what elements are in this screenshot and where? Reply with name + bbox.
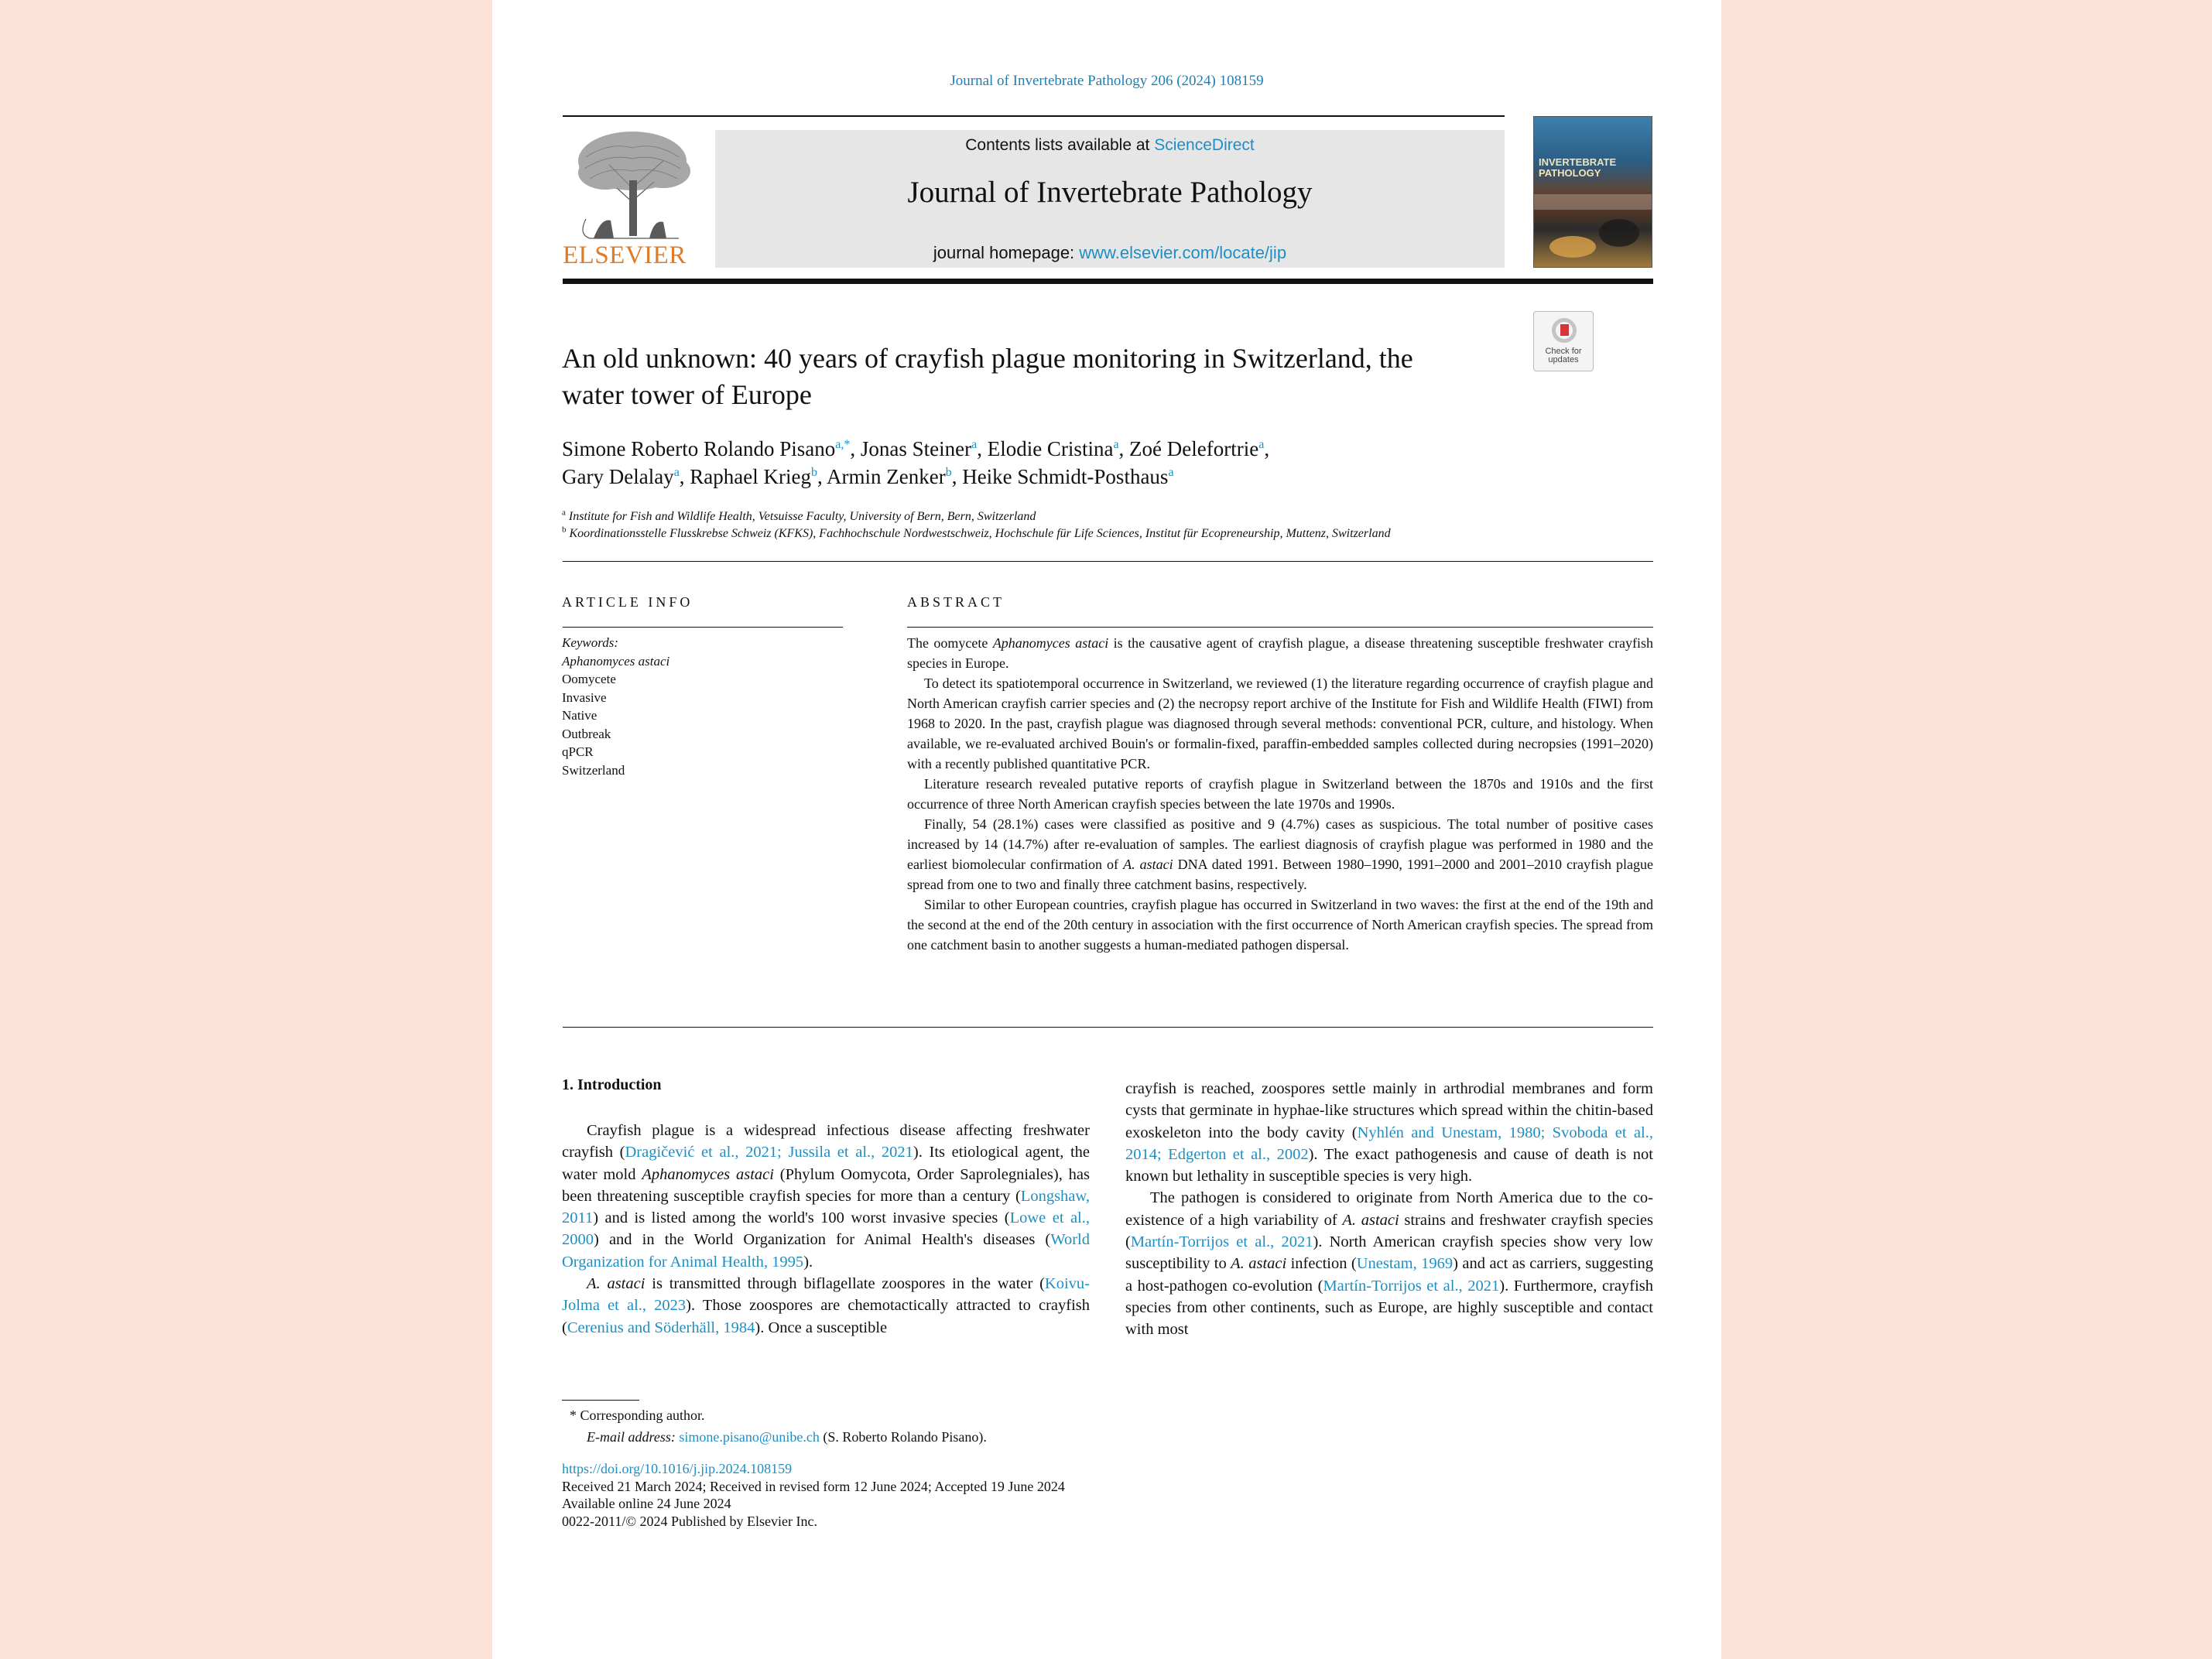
body-column-right [1125,1078,1653,1341]
keyword-item: Native [562,708,598,723]
cover-title-text: INVERTEBRATE PATHOLOGY [1539,156,1617,179]
abstract-paragraph: Literature research revealed putative reports of crayfish plague in Switzerland between the 1870s and 1910s and the first occurrence of three North American crayfish species between the late 1970s and 1990s. [907,776,1653,812]
author-affil-sup[interactable]: a [971,438,978,451]
abstract-rule [907,627,1653,628]
journal-masthead [715,130,1505,268]
body-column-left [562,1120,1090,1339]
article-info-rule [563,627,843,628]
author-affil-sup[interactable]: a [1258,438,1265,451]
author-list [562,435,1568,491]
author-line-1: Simone Roberto Rolando Pisano$^{a,*}$, Jonas Steiner$^a$, Elodie Cristina$^a$, Zoé Delefortrie$^a$, [562,437,1270,460]
cover-artwork-icon [1534,117,1652,268]
footnotes [562,1404,1258,1448]
keyword-item: Aphanomyces astaci [562,653,670,669]
article-page [492,0,1721,1659]
author-affil-sup[interactable]: a [1113,438,1119,451]
header-top-rule [563,115,1505,117]
header-thick-rule [563,279,1653,284]
body-paragraph: The pathogen is considered to originate from North America due to the co-existence of a high variability of A. astaci strains and freshwater crayfish species (Martín-Torrijos et al., 2021). North American crayfish species show very low susceptibility to A. astaci infection (Unestam, 1969) and act as carriers, suggesting a host-pathogen co-evolution (Martín-Torrijos et al., 2021). Furthermore, crayfish species from other continents, such as Europe, are highly susceptible and contact with most [1125,1189,1654,1339]
citation-link[interactable]: Lowe et al., 2000 [562,1209,1091,1249]
received-dates: Received 21 March 2024; Received in revised form 12 June 2024; Accepted 19 June 2024 [562,1478,1065,1494]
email-link[interactable]: simone.pisano@unibe.ch [679,1429,820,1445]
author-name[interactable]: Jonas Steiner [860,437,972,460]
affiliation-a: $^a$ Institute for Fish and Wildlife Health, Vetsuisse Faculty, University of Bern, Bern, Switzerland [562,508,1036,523]
footnote-rule [562,1400,639,1401]
email-note: E-mail address: simone.pisano@unibe.ch (S. Roberto Rolando Pisano). [587,1429,987,1445]
abstract-paragraph: Finally, 54 (28.1%) cases were classified as positive and 9 (4.7%) cases as suspicious. The total number of positive cases increased by 14 (14.7%) after re-evaluation of samples. The earliest diagnosis of crayfish plague was performed in 1980 and the earliest biomolecular confirmation of A. astaci DNA dated 1991. Between 1980–1990, 1991–2000 and 2001–2010 crayfish plague spread from one to two and finally three catchment basins, respectively. [907,816,1653,892]
author-name[interactable]: Heike Schmidt-Posthaus [962,465,1169,488]
citation-link[interactable]: Martín-Torrijos et al., 2021 [1130,1233,1313,1251]
citation-link[interactable]: Koivu-Jolma et al., 2023 [562,1275,1090,1315]
author-name[interactable]: Simone Roberto Rolando Pisano [562,437,836,460]
check-for-updates-button[interactable]: Check for updates [1533,311,1594,371]
journal-cover-image[interactable] [1533,116,1652,268]
available-online: Available online 24 June 2024 [562,1496,731,1511]
citation-link[interactable]: Nyhlén and Unestam, 1980; Svoboda et al., 2014; Edgerton et al., 2002 [1125,1124,1653,1163]
keyword-item: Invasive [562,689,607,705]
body-paragraph: A. astaci is transmitted through biflagellate zoospores in the water (Koivu-Jolma et al., 2023). Those zoospores are chemotactically attracted to crayfish (Cerenius and Söderhäll, 1984). Once a susceptible [562,1275,1090,1336]
author-name[interactable]: Zoé Delefortrie [1129,437,1259,460]
citation-link[interactable]: Unestam, 1969 [1356,1255,1454,1273]
author-name[interactable]: Raphael Krieg [690,465,811,488]
author-affil-sup[interactable]: b [810,466,817,479]
author-line-2: Gary Delalay$^a$, Raphael Krieg$^b$, Armin Zenker$^b$, Heike Schmidt-Posthaus$^a$ [562,465,1174,488]
keywords-list [562,634,825,779]
abstract-body [907,633,1653,955]
introduction-heading: 1. Introduction [562,1076,662,1093]
citation-link[interactable]: World Organization for Animal Health, 1995 [562,1231,1090,1271]
citation-link[interactable]: Cerenius and Söderhäll, 1984 [567,1319,755,1336]
elsevier-tree-icon [563,126,702,242]
abstract-paragraph: The oomycete Aphanomyces astaci is the causative agent of crayfish plague, a disease threatening susceptible freshwater crayfish species in Europe. [907,635,1653,671]
body-paragraph: Crayfish plague is a widespread infectious disease affecting freshwater crayfish (Dragičević et al., 2021; Jussila et al., 2021). Its etiological agent, the water mold Aphanomyces astaci (Phylum Oomycota, Order Saprolegniales), has been threatening susceptible crayfish species for more than a century (Longshaw, 2011) and is listed among the world's 100 worst invasive species (Lowe et al., 2000) and in the World Organization for Animal Health's diseases (World Organization for Animal Health, 1995). [562,1122,1091,1271]
affiliation-rule [563,561,1653,562]
journal-reference-link[interactable]: Journal of Invertebrate Pathology 206 (2024) 108159 [950,73,1264,89]
author-affil-sup[interactable]: b [945,466,952,479]
journal-homepage-line: journal homepage: www.elsevier.com/locate/jip [933,243,1287,262]
elsevier-wordmark: ELSEVIER [563,241,687,269]
check-updates-icon [1552,318,1577,343]
keyword-item: Switzerland [562,762,625,778]
author-name[interactable]: Gary Delalay [562,465,674,488]
citation-link[interactable]: Dragičević et al., 2021; Jussila et al., 2021 [625,1144,913,1161]
sciencedirect-link[interactable]: ScienceDirect [1154,136,1255,154]
keyword-item: qPCR [562,744,594,759]
author-affil-sup[interactable]: a [673,466,680,479]
author-name[interactable]: Elodie Cristina [987,437,1114,460]
corresponding-author-note: * Corresponding author. [570,1408,705,1423]
copyright-line: 0022-2011/© 2024 Published by Elsevier Inc. [562,1513,817,1529]
affiliation-b: $^b$ Koordinationsstelle Flusskrebse Schweiz (KFKS), Fachhochschule Nordwestschweiz, Hochschule für Life Sciences, Institut für Ecopreneurship, Muttenz, Switzerland [562,525,1391,540]
publication-footer [562,1460,1336,1530]
contents-available-line: Contents lists available at ScienceDirect [965,136,1255,154]
author-affil-sup[interactable]: a [1168,466,1174,479]
journal-homepage-link[interactable]: www.elsevier.com/locate/jip [1079,243,1287,262]
doi-link[interactable]: https://doi.org/10.1016/j.jip.2024.108159 [562,1461,793,1476]
journal-title: Journal of Invertebrate Pathology [907,176,1313,209]
abstract-paragraph: Similar to other European countries, crayfish plague has occurred in Switzerland in two waves: the first at the end of the 19th and the second at the end of the 20th century in association with the first occurrence of North American crayfish species. The spread from one catchment basin to another suggests a human-mediated pathogen dispersal. [907,897,1653,953]
abstract-bottom-rule [563,1027,1653,1028]
citation-link[interactable]: Martín-Torrijos et al., 2021 [1323,1277,1500,1295]
abstract-paragraph: To detect its spatiotemporal occurrence in Switzerland, we reviewed (1) the literature regarding occurrence of crayfish plague and North American crayfish carrier species and (2) the necropsy report archive of the Institute for Fish and Wildlife Health (FIWI) from 1968 to 2020. In the past, crayfish plague was diagnosed through several methods: conventional PCR, culture, and histology. When available, we re-evaluated archived Bouin's or formalin-fixed, paraffin-embedded samples collected during necropsies (1991–2020) with a recently published quantitative PCR. [907,676,1653,771]
author-affil-sup[interactable]: a,* [835,438,851,451]
article-title: An old unknown: 40 years of crayfish plague monitoring in Switzerland, the water tower of Europe [562,343,1413,410]
keywords-label: Keywords: [562,635,619,650]
article-info-heading: ARTICLE INFO [562,594,693,610]
body-paragraph: crayfish is reached, zoospores settle mainly in arthrodial membranes and form cysts that germinate in hyphae-like structures which spread within the chitin-based exoskeleton into the body cavity (Nyhlén and Unestam, 1980; Svoboda et al., 2014; Edgerton et al., 2002). The exact pathogenesis and cause of death is not known but lethality in susceptible species is very high. [1125,1080,1653,1185]
keyword-item: Oomycete [562,672,616,686]
citation-link[interactable]: Longshaw, 2011 [562,1187,1090,1227]
keyword-item: Outbreak [562,726,611,741]
abstract-heading: ABSTRACT [907,594,1005,610]
author-name[interactable]: Armin Zenker [827,465,946,488]
